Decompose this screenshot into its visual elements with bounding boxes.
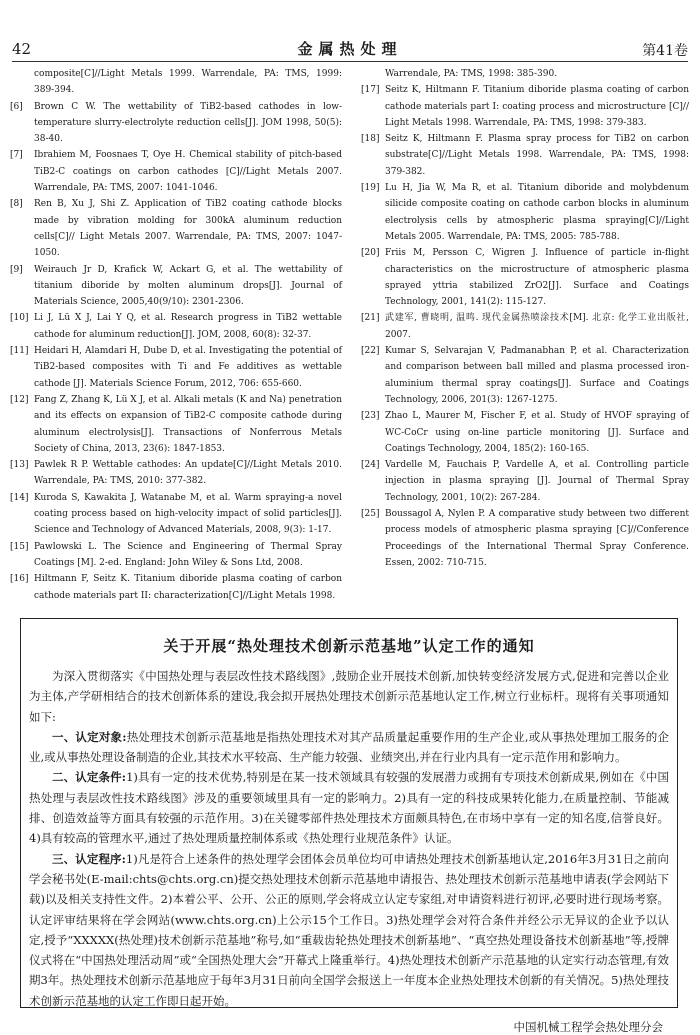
reference-text: Seitz K, Hiltmann F. Titanium diboride plasma coating of carbon cathode materials part I: coating process and microstructure [C]// Light Metals 1998. Warrendale, PA: TMS, 1998: 379-383. — [385, 85, 689, 128]
notice-signature: 中国机械工程学会热处理分会 — [513, 1020, 663, 1035]
reference-number: [20] — [361, 248, 380, 259]
reference-text: Vardelle M, Fauchais P, Vardelle A, et al. Controlling particle injection in plasma spraying [J]. Journal of Thermal Spray Technology, 2001, 10(2): 267-284. — [385, 460, 689, 503]
reference-item — [10, 343, 342, 392]
reference-item — [361, 180, 689, 245]
reference-text: Kumar S, Selvarajan V, Padmanabhan P, et al. Characterization and comparison between ball milled and plasma processed iron-aluminium thermal spray coatings[J]. Surface and Coatings Technology, 2006, 201(3): 1267-1275. — [385, 346, 689, 405]
notice-section-2 — [29, 767, 669, 848]
references-left-column — [10, 66, 342, 604]
reference-number: [14] — [10, 492, 29, 503]
reference-number: [18] — [361, 134, 380, 145]
references-right-column — [361, 66, 689, 571]
reference-item — [361, 245, 689, 310]
reference-item — [361, 408, 689, 457]
header-divider — [12, 61, 688, 62]
reference-item — [10, 490, 342, 539]
reference-text: Seitz K, Hiltmann F. Plasma spray process for TiB2 on carbon substrate[C]//Light Metals 1998. Warrendale, PA: TMS, 1998: 379-382. — [385, 134, 689, 177]
reference-number: [23] — [361, 411, 380, 422]
reference-item — [10, 196, 342, 261]
notice-section-1 — [29, 727, 669, 768]
reference-text: Ren B, Xu J, Shi Z. Application of TiB2 coating cathode blocks made by vibration molding for 300kA aluminum reduction cells[C]// Light Metals 2007. Warrendale, PA: TMS, 2007: 1047-1050. — [34, 199, 342, 259]
reference-item — [10, 147, 342, 196]
reference-number: [24] — [361, 460, 380, 471]
reference-number: [12] — [10, 394, 29, 405]
reference-text: Zhao L, Maurer M, Fischer F, et al. Study of HVOF spraying of WC-CoCr using on-line particle monitoring [J]. Surface and Coatings Technology, 2004, 185(2): 160-165. — [385, 411, 689, 454]
reference-text: Heidari H, Alamdari H, Dube D, et al. Investigating the potential of TiB2-based composites with Ti and Fe additives as wettable cathode [J]. Materials Science Forum, 2012, 706: 655-660. — [34, 346, 342, 389]
reference-item — [361, 310, 689, 343]
reference-number: [19] — [361, 183, 380, 194]
reference-text: Li J, Lü X J, Lai Y Q, et al. Research progress in TiB2 wettable cathode for aluminum reduction[J]. JOM, 2008, 60(8): 32-37. — [34, 313, 342, 340]
page-header — [12, 38, 688, 60]
notice-title: 关于开展“热处理技术创新示范基地”认定工作的通知 — [163, 637, 535, 655]
reference-item — [361, 457, 689, 506]
section-2-heading: 二、认定条件: — [52, 770, 127, 785]
reference-item — [10, 310, 342, 343]
reference-number: [16] — [10, 574, 29, 585]
reference-item — [361, 131, 689, 180]
reference-item — [10, 99, 342, 148]
section-1-text: 热处理技术创新示范基地是指热处理技术对其产品质量起重要作用的生产企业,或从事热处理加工服务的企业,或从事热处理设备制造的企业,其技术水平较高、生产能力较强、业绩突出,并在行业内具有一定示范作用和影响力。 — [29, 729, 670, 765]
reference-text: Warrendale, PA: TMS, 1998: 385-390. — [385, 69, 558, 79]
section-3-heading: 三、认定程序: — [52, 851, 126, 866]
reference-item — [10, 571, 342, 604]
reference-item — [10, 457, 342, 490]
notice-box — [20, 618, 678, 1035]
reference-text: Weirauch Jr D, Krafick W, Ackart G, et al. The wettability of titanium diboride by molten aluminum drops[J]. Journal of Materials Science, 2005,40(9/10): 2301-2306. — [34, 264, 342, 308]
journal-title: 金属热处理 — [297, 40, 403, 58]
reference-number: [17] — [361, 85, 380, 96]
reference-text: Pawlowski L. The Science and Engineering of Thermal Spray Coatings [M]. 2-ed. England: John Wiley & Sons Ltd, 2008. — [34, 541, 342, 568]
reference-number: [6] — [10, 101, 23, 112]
section-3-text: 1)凡是符合上述条件的热处理学会团体会员单位均可申请热处理技术创新基地认定,2016年3月31日之前向学会秘书处(E-mail:chts@chts.org.cn)提交热处理技术创新示范基地申请报告、热处理技术创新示范基地申请表(学会网站下载)以及相关支持性文件。2)本着公平、公开、公正的原则,学会将成立认定专家组,对申请资料进行初评,必要时进行现场考察。认定评审结果将在学会网站(www.chts.org.cn)上公示15个工作日。3)热处理学会对符合条件并经公示无异议的企业予以认定,授予“XXXXX(热处理)技术创新示范基地”称号,如“重载齿轮热处理技术创新基地”、“真空热处理设备技术创新基地”等,授牌仪式将在“中国热处理活动周”或“全国热处理大会”开幕式上隆重举行。4)热处理技术创新产示范基地的认定实行动态管理,有效期3年。热处理技术创新示范基地应于每年3月31日前向全国学会报送上一年度本企业热处理技术创新的有关情况。5)热处理技术创新示范基地的认定工作即日起开始。 — [29, 851, 670, 1008]
reference-text: Brown C W. The wettability of TiB2-based cathodes in low-temperature slurry-electrolyte reduction cells[J]. JOM 1998, 50(5): 38-40. — [34, 101, 342, 145]
reference-item — [10, 66, 342, 99]
reference-text: Kuroda S, Kawakita J, Watanabe M, et al. Warm spraying-a novel coating process based on high-velocity impact of solid particles[J]. Science and Technology of Advanced Materials, 2008, 9(3): 1-17. — [34, 492, 342, 536]
notice-section-3 — [29, 849, 669, 1011]
reference-text: composite[C]//Light Metals 1999. Warrendale, PA: TMS, 1999: 389-394. — [34, 69, 342, 96]
reference-number: [21] — [361, 313, 380, 324]
reference-number: [22] — [361, 346, 380, 357]
reference-text: 武建军, 曹晓明, 温鸣. 现代金属热喷涂技术[M]. 北京: 化学工业出版社, 2007. — [385, 313, 689, 340]
page-number: 42 — [12, 40, 32, 58]
reference-item — [10, 262, 342, 311]
reference-item — [361, 66, 689, 82]
section-1-heading: 一、认定对象: — [52, 729, 127, 744]
reference-item — [361, 82, 689, 131]
section-2-text: 1)具有一定的技术优势,特别是在某一技术领域具有较强的发展潜力或拥有专项技术创新成果,例如在《中国热处理与表层改性技术路线图》涉及的重要领域里具有一定的影响力。2)具有一定的科技成果转化能力,在质量控制、节能减排、创造效益等方面具有较强的示范作用。3)在关键零部件热处理技术方面颇具特色,在市场中享有一定的知名度,信誉良好。4)具有较高的管理水平,通过了热处理质量控制体系或《热处理行业规范条件》认证。 — [29, 770, 670, 846]
reference-item — [361, 343, 689, 408]
reference-text: Lu H, Jia W, Ma R, et al. Titanium diboride and molybdenum silicide composite coating on cathode carbon blocks in aluminum electrolysis cells by atmospheric plasma spraying[C]//Light Metals 2005. Warrendale, PA: TMS, 2005: 785-788. — [385, 183, 689, 242]
reference-text: Hiltmann F, Seitz K. Titanium diboride plasma coating of carbon cathode materials part II: characterization[C]//Light Metals 1998. — [34, 574, 342, 601]
reference-item — [10, 392, 342, 457]
reference-number: [13] — [10, 460, 29, 471]
reference-text: Boussagol A, Nylen P. A comparative study between two different process models of atmospheric plasma spraying [C]//Conference Proceedings of the International Thermal Spray Conference. Essen, 2002: 710-715. — [385, 509, 689, 568]
reference-text: Ibrahiem M, Foosnaes T, Oye H. Chemical stability of pitch-based TiB2-C coatings on carbon cathodes [C]//Light Metals 2007. Warrendale, PA: TMS, 2007: 1041-1046. — [34, 150, 342, 194]
reference-number: [11] — [10, 346, 29, 357]
reference-number: [25] — [361, 509, 380, 520]
volume-label: 第41卷 — [642, 43, 688, 59]
reference-item — [10, 539, 342, 572]
reference-text: Friis M, Persson C, Wigren J. Influence of particle in-flight characteristics on the microstructure of atmospheric plasma sprayed yttria stabilized ZrO2[J]. Surface and Coatings Technology, 2001, 141(2): 115-127. — [385, 248, 689, 308]
reference-text: Fang Z, Zhang K, Lü X J, et al. Alkali metals (K and Na) penetration and its effects on expansion of TiB2-C composite cathode during aluminum electrolysis[J]. Transactions of Nonferrous Metals Society of China, 2013, 23(6): 1847-1853. — [34, 394, 342, 454]
reference-number: [8] — [10, 199, 23, 210]
reference-item — [361, 506, 689, 571]
notice-intro: 为深入贯彻落实《中国热处理与表层改性技术路线图》,鼓励企业开展技术创新,加快转变经济发展方式,促进和完善以企业为主体,产学研相结合的技术创新体系的建设,我会拟开展热处理技术创新示范基地认定工作,树立行业标杆。现将有关事项通知如下: — [29, 669, 669, 724]
reference-number: [10] — [10, 313, 29, 324]
reference-number: [15] — [10, 541, 29, 552]
reference-text: Pawlek R P. Wettable cathodes: An update[C]//Light Metals 2010. Warrendale, PA: TMS, 2010: 377-382. — [34, 460, 342, 487]
reference-number: [9] — [10, 264, 23, 275]
reference-number: [7] — [10, 150, 23, 161]
